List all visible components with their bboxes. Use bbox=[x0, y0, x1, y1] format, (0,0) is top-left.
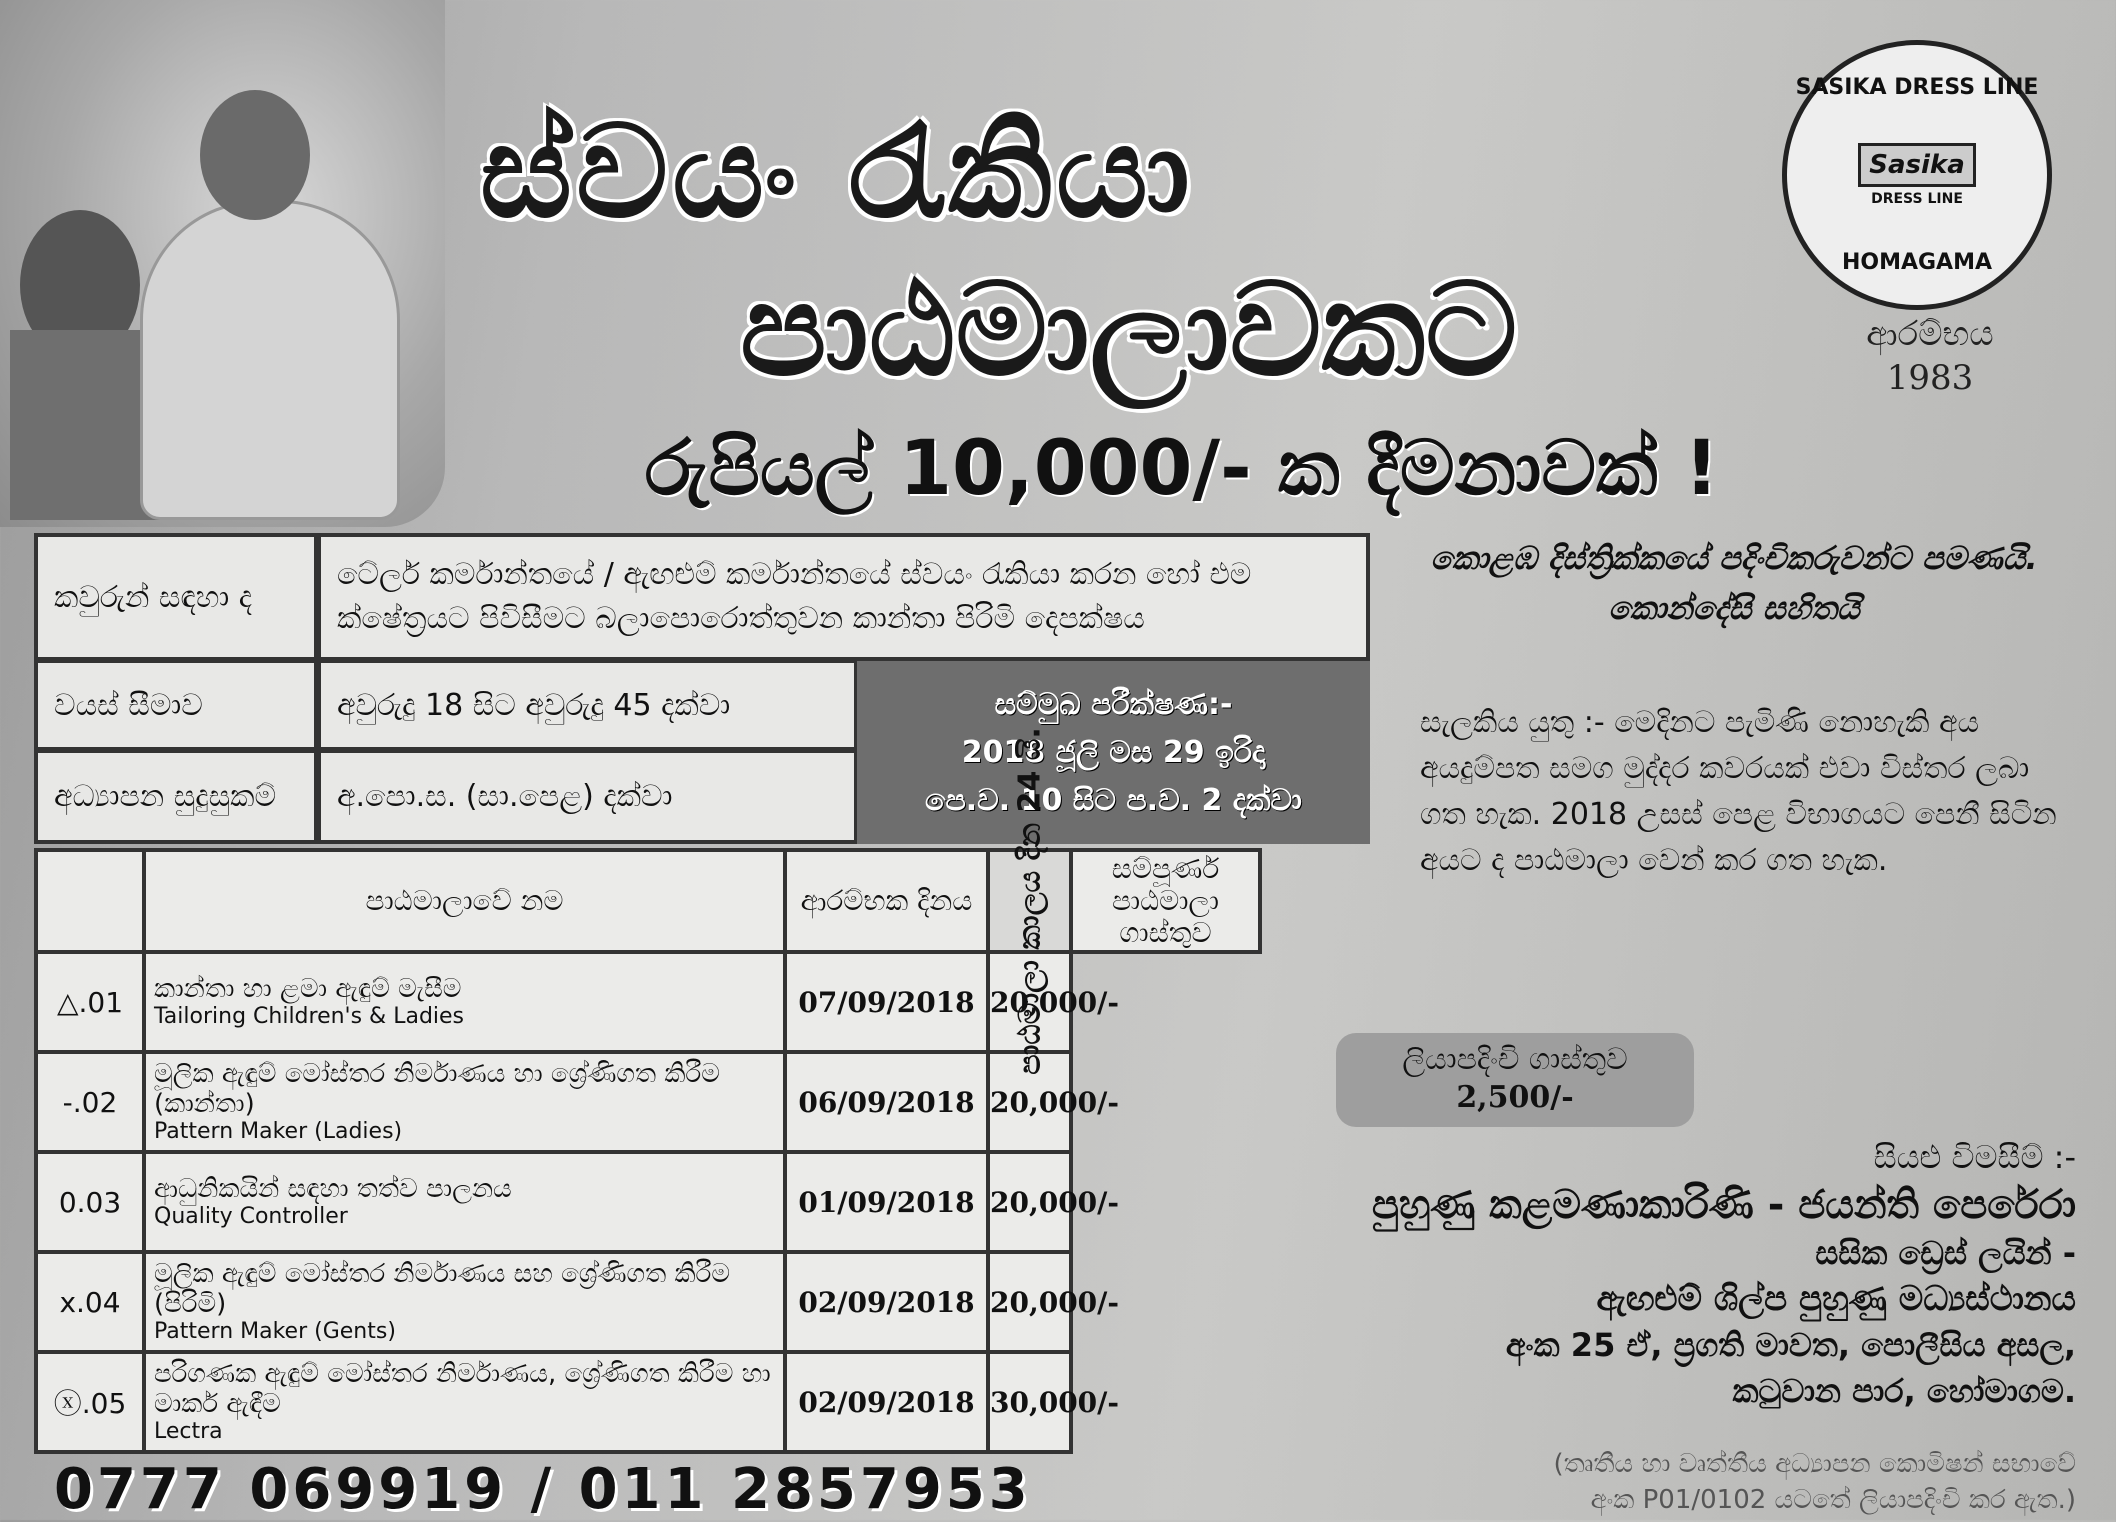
interview-date: 2018 ජූලි මස 29 ඉරිදා bbox=[961, 734, 1266, 770]
since-label: ආරම්භය bbox=[1866, 314, 1994, 354]
interview-title: සම්මුඛ පරීක්ෂණ:- bbox=[994, 686, 1233, 722]
logo-brand: Sasika bbox=[1858, 143, 1976, 187]
label-education: අධ්‍යාපන සුදුසුකම් bbox=[34, 749, 318, 844]
course-number: x.04 bbox=[36, 1252, 144, 1352]
course-name bbox=[144, 1152, 785, 1252]
course-name-sinhala: මූලික ඇඳුම් මෝස්තර නිර්මාණය හා ශ්‍රේණිගත කිරීම (කාන්තා) bbox=[154, 1059, 720, 1119]
course-name-sinhala: ආධුනිකයින් සඳහා තත්ව පාලනය bbox=[154, 1174, 512, 1204]
registration-amount: 2,500/- bbox=[1456, 1080, 1574, 1115]
logo-top-text: SASIKA DRESS LINE bbox=[1795, 75, 2039, 100]
value-education: අ.පො.ස. (සා.පෙළ) දක්වා bbox=[317, 749, 858, 844]
interview-box bbox=[857, 661, 1370, 844]
sasika-logo bbox=[1782, 40, 2052, 310]
course-name bbox=[144, 1052, 785, 1152]
course-fee: 20,000/- bbox=[988, 1252, 1071, 1352]
header-course-name: පාඨමාලාවේ නම bbox=[144, 850, 785, 952]
headline-allowance: රුපියල් 10,000/- ක දීමනාවක් ! bbox=[645, 423, 1719, 512]
instructor-photo bbox=[0, 0, 445, 527]
course-fee: 20,000/- bbox=[988, 1152, 1071, 1252]
header-start-date: ආරම්භක දිනය bbox=[785, 850, 988, 952]
course-row bbox=[36, 1252, 1260, 1352]
headline-line-1: ස්වයං රැකියා bbox=[480, 98, 1194, 247]
established bbox=[1830, 312, 2030, 400]
registration-fee-box bbox=[1336, 1033, 1694, 1127]
course-name-english: Pattern Maker (Ladies) bbox=[154, 1119, 403, 1144]
logo-bottom-text: HOMAGAMA bbox=[1841, 250, 1993, 275]
course-start-date: 06/09/2018 bbox=[785, 1052, 988, 1152]
course-number: 0.03 bbox=[36, 1152, 144, 1252]
contact-address-2: කටුවාන පාර, හෝමාගම. bbox=[1732, 1372, 2076, 1410]
course-start-date: 07/09/2018 bbox=[785, 952, 988, 1052]
footnote-line-1: (තෘතීය හා වෘත්තීය අධ්‍යාපන කොමිෂන් සභාවේ bbox=[1553, 1449, 2076, 1479]
contact-block bbox=[1236, 1134, 2076, 1414]
phone-numbers: 0777 069919 / 011 2857953 bbox=[54, 1457, 1032, 1522]
course-name-sinhala: කාන්තා හා ළමා ඇඳුම් මැසීම bbox=[154, 974, 462, 1004]
contact-intro: සියළු විමසීම් :- bbox=[1873, 1138, 2076, 1176]
residency-line: කොළඹ දිස්ත්‍රික්කයේ පදිංචිකරුවන්ට පමණයි. bbox=[1430, 539, 2038, 577]
person-head bbox=[200, 90, 310, 220]
course-name bbox=[144, 1352, 785, 1452]
label-age: වයස් සීමාව bbox=[34, 659, 318, 751]
header-num bbox=[36, 850, 144, 952]
contact-address-1: අංක 25 ඒ, ප්‍රගති මාවත, පොලීසිය අසල, bbox=[1505, 1326, 2076, 1364]
course-row bbox=[36, 952, 1260, 1052]
registration-label: ලියාපදිංචි ගාස්තුව bbox=[1402, 1042, 1628, 1077]
footnote-line-2: අංක P01/0102 යටතේ ලියාපදිංචි කර ඇත.) bbox=[1590, 1485, 2076, 1515]
contact-org: සසික ඩ්‍රෙස් ලයින් - bbox=[1815, 1234, 2076, 1272]
header-fee: සම්පූර්ණ පාඨමාලා ගාස්තුව bbox=[1071, 850, 1260, 952]
course-name-english: Quality Controller bbox=[154, 1204, 348, 1229]
course-name-english: Tailoring Children's & Ladies bbox=[154, 1004, 465, 1029]
course-fee: 20,000/- bbox=[988, 952, 1071, 1052]
course-row bbox=[36, 1352, 1260, 1452]
course-name bbox=[144, 952, 785, 1052]
label-who: කවුරුන් සඳහා ද bbox=[34, 533, 318, 661]
course-number: △.01 bbox=[36, 952, 144, 1052]
value-age: අවුරුදු 18 සිට අවුරුදු 45 දක්වා bbox=[317, 659, 858, 751]
course-name-sinhala: මූලික ඇඳුම් මෝස්තර නිර්මාණය සහ ශ්‍රේණිගත කිරීම (පිරිමි) bbox=[154, 1259, 731, 1319]
course-row bbox=[36, 1152, 1260, 1252]
residency-notice bbox=[1384, 533, 2084, 633]
since-year: 1983 bbox=[1886, 358, 1974, 398]
course-number: -.02 bbox=[36, 1052, 144, 1152]
course-number: ⓧ.05 bbox=[36, 1352, 144, 1452]
value-who: ටේලර් කර්මාන්තයේ / ඇඟළුම් කර්මාන්තයේ ස්වයං රැකියා කරන හෝ එම ක්ෂේත්‍රයට පිවිසීමට බලාපොරොත්තුවන කාන්තා පිරිමි දෙපක්ෂය bbox=[317, 533, 1370, 661]
course-start-date: 01/09/2018 bbox=[785, 1152, 988, 1252]
conditions-line: කොන්දේසි සහිතයි bbox=[1608, 589, 1860, 627]
contact-name: පුහුණු කළමණාකාරිණි - ජයන්ති පෙරේරා bbox=[1371, 1182, 2076, 1228]
course-fee: 30,000/- bbox=[988, 1352, 1071, 1452]
course-row bbox=[36, 1052, 1260, 1152]
course-start-date: 02/09/2018 bbox=[785, 1252, 988, 1352]
course-name-english: Lectra bbox=[154, 1419, 223, 1444]
logo-sub: DRESS LINE bbox=[1871, 191, 1963, 207]
course-fee: 20,000/- bbox=[988, 1052, 1071, 1152]
duration-text: පාඨමාලා කාලය දින 24 යි. bbox=[1012, 727, 1047, 1075]
interview-time: පෙ.ව. 10 සිට ප.ව. 2 දක්වා bbox=[925, 782, 1302, 818]
course-name bbox=[144, 1252, 785, 1352]
course-start-date: 02/09/2018 bbox=[785, 1352, 988, 1452]
registration-footnote bbox=[1276, 1446, 2076, 1518]
course-name-sinhala: පරිගණක ඇඳුම් මෝස්තර නිර්මාණය, ශ්‍රේණිගත කිරීම හා මාකර් ඇඳීම bbox=[154, 1359, 771, 1419]
course-name-english: Pattern Maker (Gents) bbox=[154, 1319, 396, 1344]
contact-centre: ඇඟළුම් ශිල්ප පුහුණු මධ්‍යස්ථානය bbox=[1596, 1279, 2076, 1319]
important-note: සැලකිය යුතු :- මෙදිනට පැමිණි නොහැකි අය අයදුම්පත සමග මුද්දර කවරයක් එවා විස්තර ලබා ගත හැක. 2018 උසස් පෙළ විභාගයට පෙනී සිටින අයට ද පාඨමාලා වෙන් කර ගත හැක. bbox=[1420, 705, 2057, 878]
person-figure bbox=[140, 200, 400, 520]
headline-line-2: පාඨමාලාවකට bbox=[740, 256, 1518, 405]
stand bbox=[10, 330, 160, 520]
